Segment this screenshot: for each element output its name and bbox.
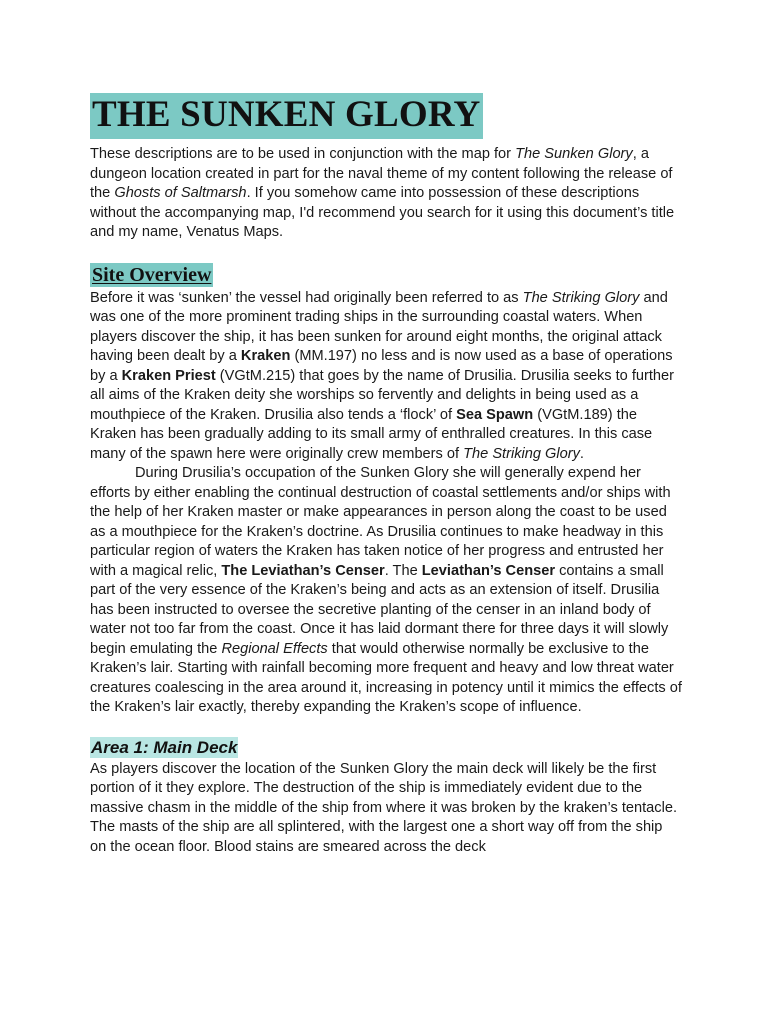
so-p2-bold-censer-2: Leviathan’s Censer	[421, 562, 556, 579]
site-overview-heading-block	[90, 263, 682, 287]
so-p2-text-3: contains a small part of the very essence of the Kraken’s being and acts as an extension of itself. Drusilia has been instructed to oversee the secretive planting of the censer in an inland body of water not too far from the coast. Once it has laid dormant there for three days it will slowly begin emulating the	[90, 562, 669, 657]
so-p1-text-6: .	[579, 445, 584, 462]
site-overview-paragraph-1	[90, 289, 682, 465]
so-p1-bold-kraken: Kraken	[240, 348, 291, 364]
so-p1-text-4: (VGtM.215) that goes by the name of Drusilia. Drusilia seeks to further all aims of the Kraken deity she worships so fervently and delights in being used as a mouthpiece of the Kraken. Drusilia also tends a ‘flock’ of	[90, 367, 675, 423]
document-title: THE SUNKEN GLORY	[90, 93, 483, 139]
so-p1-text-3: (MM.197) no less and is now used as a base of operations by a	[90, 348, 673, 384]
intro-italic-2: Ghosts of Saltmarsh	[114, 185, 247, 201]
site-overview-heading: Site Overview	[92, 263, 212, 286]
intro-text-2: , a dungeon location created in part for the naval theme of my content following the release of the	[90, 146, 673, 201]
area1-paragraph-1: As players discover the location of the Sunken Glory the main deck will likely be the first portion of it they explore. The destruction of the ship is immediately evident due to the massive chasm in the middle of the ship from where it was broken by the kraken’s tentacle. The masts of the ship are all splintered, with the largest one a short way off from the ship on the ocean floor. Blood stains are smeared across the deck	[90, 760, 677, 855]
so-p1-text-1: Before it was ‘sunken’ the vessel had originally been referred to as	[90, 289, 523, 306]
so-p2-italic-regional-effects: Regional Effects	[221, 640, 328, 657]
intro-paragraph	[90, 145, 682, 243]
intro-text-3: . If you somehow came into possession of these descriptions without the accompanying map, I'd recommend you search for it using this document’s title and my name, Venatus Maps.	[90, 185, 675, 240]
so-p2-text-2: . The	[384, 562, 422, 579]
so-p1-bold-sea-spawn: Sea Spawn	[456, 406, 534, 423]
area1-heading: Area 1: Main Deck	[91, 737, 238, 757]
so-p2-text-4: that would otherwise normally be exclusive to the Kraken’s lair. Starting with rainfall becoming more frequent and heavy and low threat water creatures coalescing in the area around it, increasing in potency until it mimics the effects of the Kraken’s lair exactly, thereby expanding the Kraken’s scope of influence.	[90, 640, 682, 715]
so-p1-italic-1: The Striking Glory	[522, 289, 640, 306]
intro-italic-1: The Sunken Glory	[515, 146, 633, 162]
site-overview-paragraph-2	[90, 464, 682, 718]
so-p1-text-2: and was one of the more prominent trading ships in the surrounding coastal waters. When players discover the ship, it has been sunken for around eight months, the original attack having been dealt by a	[90, 289, 668, 364]
area1-heading-block	[90, 737, 682, 758]
intro-text-1: These descriptions are to be used in conjunction with the map for	[90, 146, 516, 162]
so-p1-text-5: (VGtM.189) the Kraken has been gradually adding to its small army of enthralled creatures. In this case many of the spawn here were originally crew members of	[90, 406, 653, 462]
so-p1-italic-2: The Striking Glory	[463, 445, 580, 462]
so-p2-bold-censer-1: The Leviathan’s Censer	[221, 562, 385, 579]
so-p2-text-1: During Drusilia’s occupation of the Sunken Glory she will generally expend her efforts by either enabling the continual destruction of coastal settlements and/or ships with the help of her Kraken master or make appearances in person along the coast to be used as a mouthpiece for the Kraken’s doctrine. As Drusilia continues to make headway in this particular region of waters the Kraken has taken notice of her progress and entrusted her with a magical relic,	[90, 465, 671, 579]
document-body	[90, 93, 682, 857]
so-p1-bold-kraken-priest: Kraken Priest	[121, 367, 216, 384]
title-block	[90, 93, 682, 139]
